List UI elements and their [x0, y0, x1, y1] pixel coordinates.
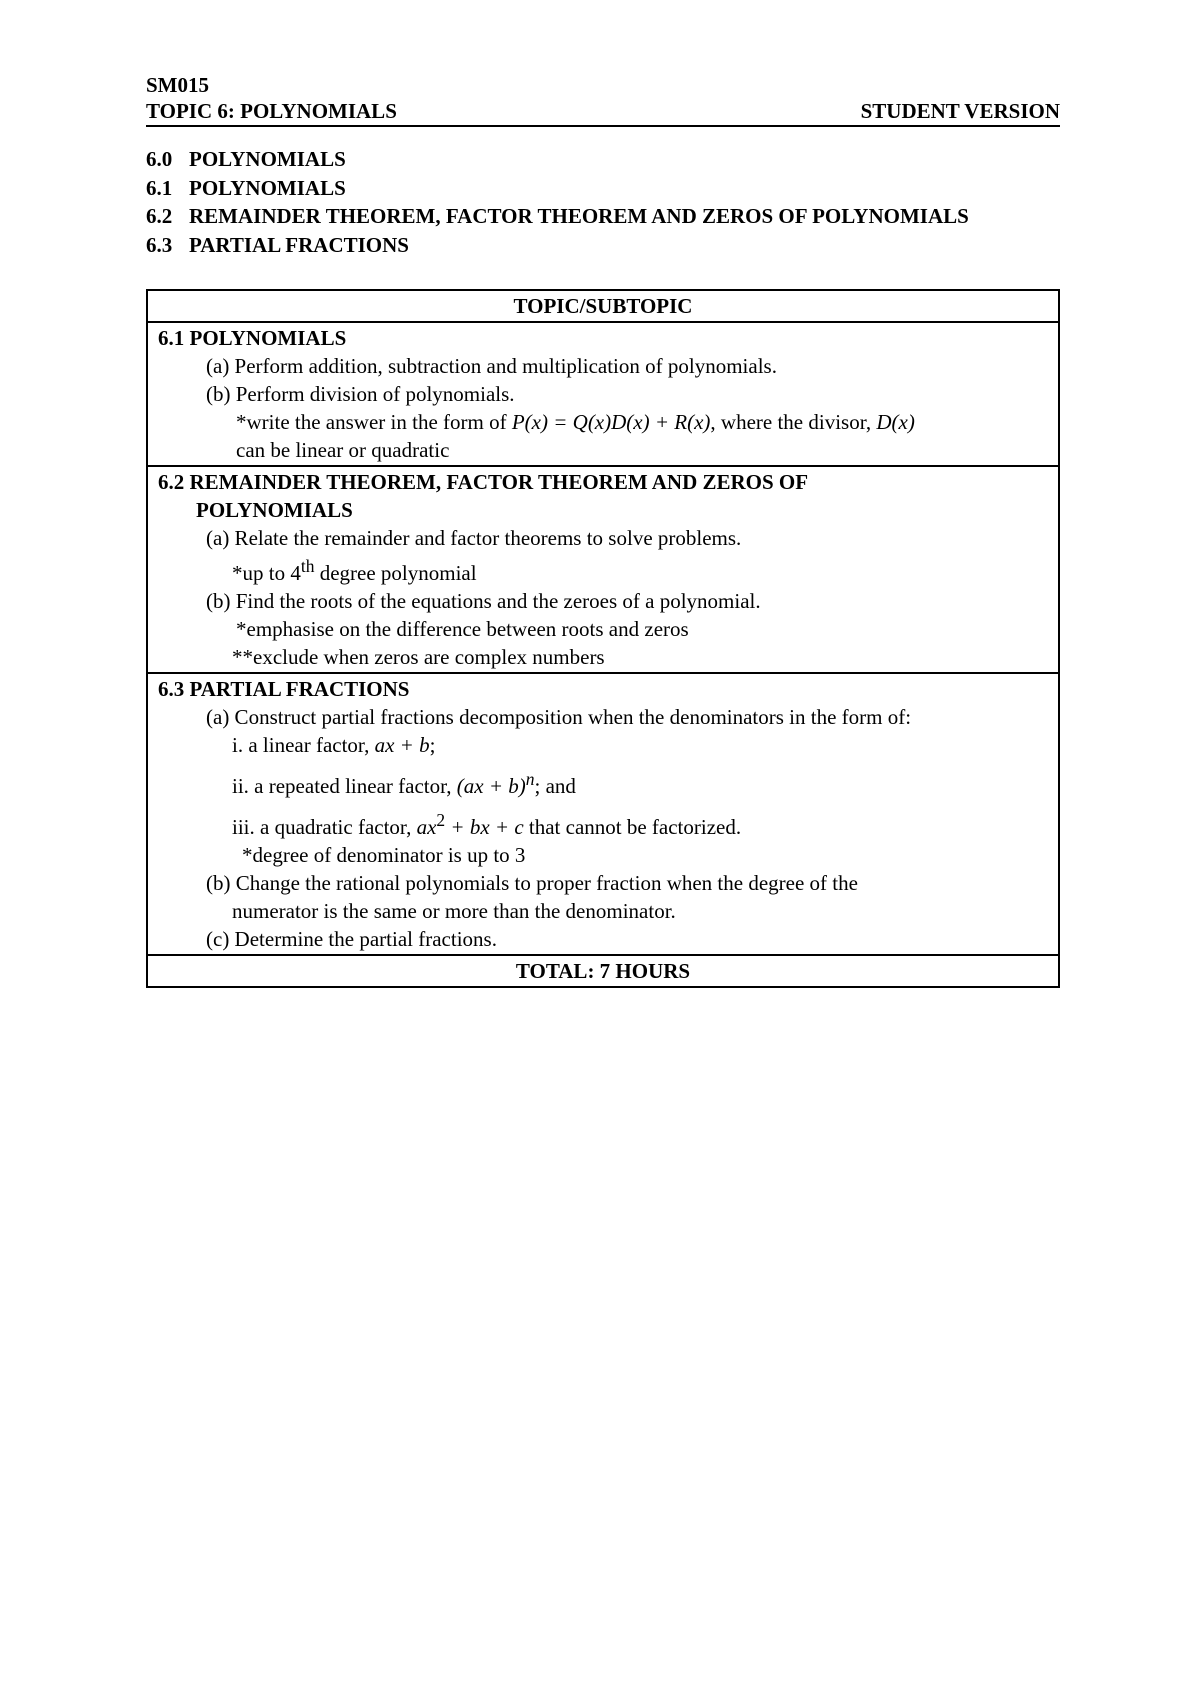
section-title: 6.3 PARTIAL FRACTIONS: [158, 677, 410, 701]
objective-a: (a) Perform addition, subtraction and multiplication of polynomials.: [206, 354, 777, 378]
section-cell: [147, 322, 1059, 466]
note-line: *emphasise on the difference between roots and zeros: [236, 617, 689, 641]
subitem-iii: [158, 806, 1048, 841]
topic-list: [146, 145, 1060, 259]
formula: P(x) = Q(x)D(x) + R(x): [511, 410, 711, 434]
topic-title: TOPIC 6: POLYNOMIALS: [146, 99, 397, 123]
objective-a: (a) Construct partial fractions decomposition when the denominators in the form of:: [206, 705, 912, 729]
note-line: [158, 408, 1048, 436]
toc-number: 6.1: [146, 175, 173, 200]
objective-b-cont: numerator is the same or more than the denominator.: [232, 899, 676, 923]
superscript: 2: [436, 810, 446, 830]
section-title: 6.1 POLYNOMIALS: [158, 326, 347, 350]
item-text: ;: [429, 733, 436, 757]
version-label: STUDENT VERSION: [860, 99, 1060, 123]
note-line: *degree of denominator is up to 3: [242, 843, 526, 867]
note-text: *write the answer in the form of: [236, 410, 507, 434]
math-expr: (ax + b): [456, 774, 526, 798]
section-cell: [147, 466, 1059, 673]
toc-number: 6.2: [146, 204, 173, 228]
note-text: degree polynomial: [314, 561, 477, 585]
document-page: [146, 72, 1060, 988]
objective-b: (b) Find the roots of the equations and the zeroes of a polynomial.: [206, 589, 761, 613]
table-row: [147, 322, 1059, 466]
toc-item: [146, 202, 1060, 231]
item-text: that cannot be factorized.: [528, 815, 742, 839]
item-text: i. a linear factor,: [232, 733, 370, 757]
superscript: th: [300, 556, 315, 576]
section-title-cont: POLYNOMIALS: [196, 498, 353, 522]
toc-item: [146, 145, 1060, 174]
note-line: [158, 552, 1048, 587]
header-line: [146, 98, 1060, 127]
item-text: ii. a repeated linear factor,: [232, 774, 452, 798]
table-row: [147, 673, 1059, 955]
objective-c: (c) Determine the partial fractions.: [206, 927, 497, 951]
toc-text: POLYNOMIALS: [189, 147, 346, 171]
note-text: *up to 4: [232, 561, 301, 585]
objective-a: (a) Relate the remainder and factor theorems to solve problems.: [206, 526, 742, 550]
table-row: [147, 466, 1059, 673]
subitem-i: [158, 731, 1048, 759]
math-expr: ax + b: [374, 733, 430, 757]
syllabus-table: [146, 289, 1060, 988]
objective-b: (b) Change the rational polynomials to proper fraction when the degree of the: [206, 871, 858, 895]
toc-text: PARTIAL FRACTIONS: [189, 232, 409, 257]
total-hours: TOTAL: 7 HOURS: [147, 955, 1059, 987]
course-code: SM015: [146, 73, 209, 97]
note-text: , where the divisor,: [710, 410, 872, 434]
math-expr: ax: [416, 815, 437, 839]
toc-text: REMAINDER THEOREM, FACTOR THEOREM AND ZEROS OF POLYNOMIALS: [189, 204, 969, 228]
item-text: ; and: [534, 774, 576, 798]
section-title: 6.2 REMAINDER THEOREM, FACTOR THEOREM AND ZEROS OF: [158, 470, 809, 494]
divisor: D(x): [876, 410, 915, 434]
note-line: can be linear or quadratic: [236, 438, 450, 462]
toc-text: POLYNOMIALS: [189, 175, 346, 200]
toc-number: 6.0: [146, 147, 173, 171]
item-text: iii. a quadratic factor,: [232, 815, 412, 839]
objective-b: (b) Perform division of polynomials.: [206, 382, 515, 406]
math-expr: + bx + c: [445, 815, 524, 839]
note-line: **exclude when zeros are complex numbers: [232, 645, 605, 669]
subitem-ii: [158, 765, 1048, 800]
toc-item: [146, 231, 1060, 260]
table-header: TOPIC/SUBTOPIC: [147, 290, 1059, 322]
superscript: n: [525, 769, 535, 789]
section-cell: [147, 673, 1059, 955]
toc-item: [146, 174, 1060, 203]
toc-number: 6.3: [146, 232, 173, 257]
